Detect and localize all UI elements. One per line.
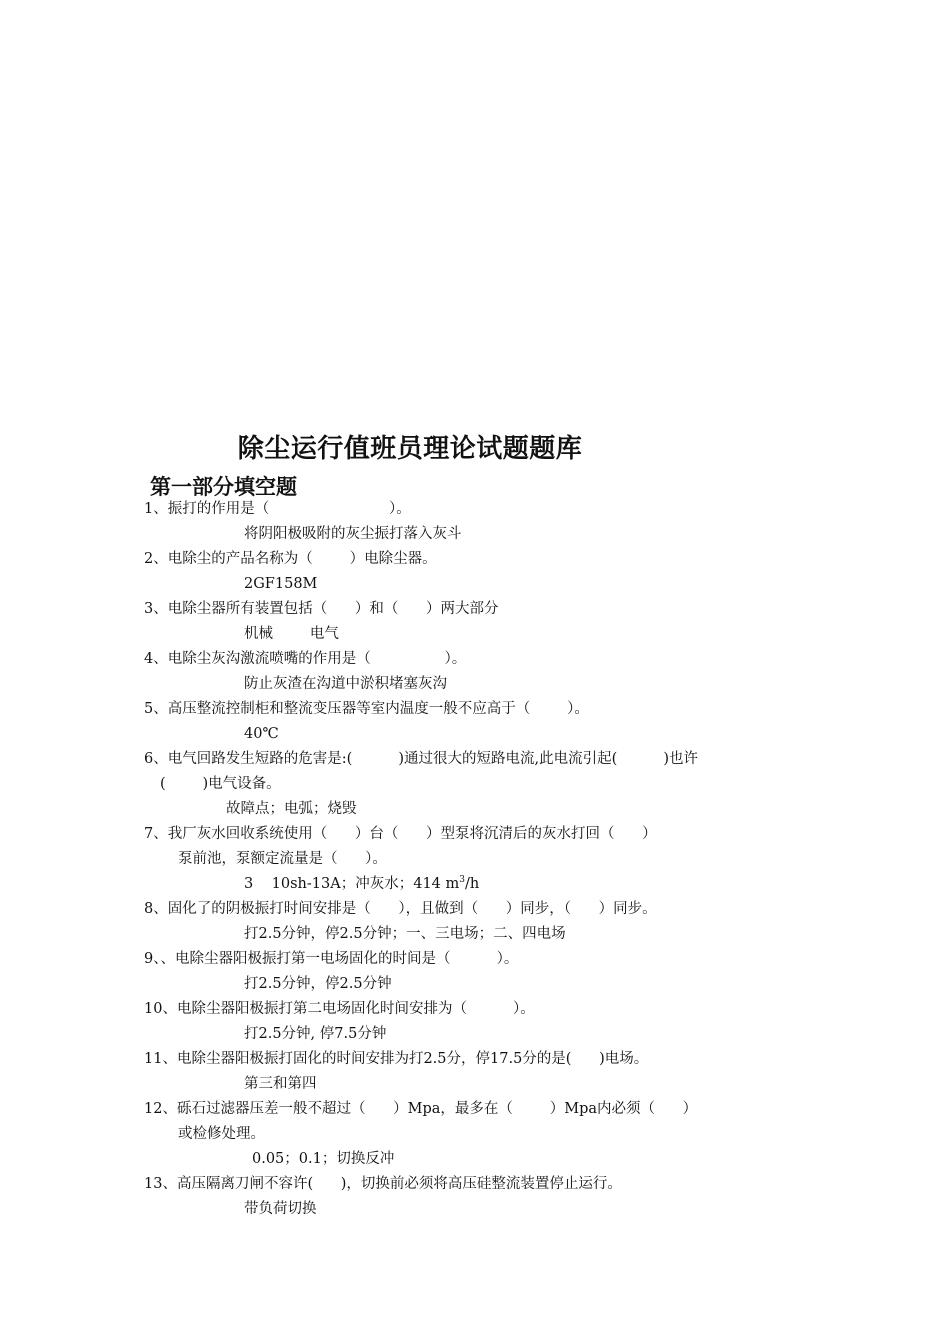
question-12: 12、砾石过滤器压差一般不超过（ ）Mpa，最多在（ ）Mpa内必须（ ） bbox=[144, 1101, 698, 1117]
answer-7-superscript: 3 bbox=[459, 875, 465, 886]
question-11: 11、电除尘器阳极振打固化的时间安排为打2.5分，停17.5分的是( )电场。 bbox=[144, 1051, 649, 1067]
document-title: 除尘运行值班员理论试题题库 bbox=[237, 434, 583, 464]
question-7: 7、我厂灰水回收系统使用（ ）台（ ）型泵将沉清后的灰水打回（ ） bbox=[144, 826, 657, 842]
question-7-continued: 泵前池，泵额定流量是（ ）。 bbox=[178, 851, 387, 867]
question-9: 9、、电除尘器阳极振打第一电场固化的时间是（ ）。 bbox=[144, 951, 519, 967]
question-12-continued: 或检修处理。 bbox=[178, 1126, 265, 1142]
answer-10: 打2.5分钟, 停7.5分钟 bbox=[244, 1026, 387, 1042]
answer-7 bbox=[244, 875, 479, 893]
answer-3: 机械 电气 bbox=[244, 626, 339, 642]
answer-2: 2GF158M bbox=[244, 576, 318, 592]
question-1: 1、振打的作用是（ ）。 bbox=[144, 501, 411, 517]
question-8: 8、固化了的阴极振打时间安排是（ ），且做到（ ）同步，（ ）同步。 bbox=[144, 901, 657, 917]
question-10: 10、电除尘器阳极振打第二电场固化时间安排为（ ）。 bbox=[144, 1001, 535, 1017]
section-title: 第一部分填空题 bbox=[150, 475, 297, 499]
question-5: 5、高压整流控制柜和整流变压器等室内温度一般不应高于（ ）。 bbox=[144, 701, 589, 717]
question-3: 3、电除尘器所有装置包括（ ）和（ ）两大部分 bbox=[144, 601, 499, 617]
question-6-continued: ( )电气设备。 bbox=[160, 776, 281, 792]
answer-7-text: 3 10sh-13A；冲灰水；414 m bbox=[244, 876, 460, 892]
question-4: 4、电除尘灰沟激流喷嘴的作用是（ ）。 bbox=[144, 651, 467, 667]
answer-6: 故障点；电弧；烧毁 bbox=[226, 801, 357, 817]
answer-4: 防止灰渣在沟道中淤积堵塞灰沟 bbox=[244, 676, 447, 692]
answer-13: 带负荷切换 bbox=[244, 1201, 317, 1217]
question-2: 2、电除尘的产品名称为（ ）电除尘器。 bbox=[144, 551, 437, 567]
answer-5: 40℃ bbox=[244, 726, 279, 742]
question-13: 13、高压隔离刀闸不容许( )，切换前必须将高压硅整流装置停止运行。 bbox=[144, 1176, 622, 1192]
answer-11: 第三和第四 bbox=[244, 1076, 317, 1092]
answer-9: 打2.5分钟，停2.5分钟 bbox=[244, 976, 392, 992]
answer-1: 将阴阳极吸附的灰尘振打落入灰斗 bbox=[244, 526, 462, 542]
question-6: 6、电气回路发生短路的危害是:( )通过很大的短路电流,此电流引起( )也许 bbox=[144, 751, 699, 767]
answer-12: 0.05；0.1；切换反冲 bbox=[252, 1151, 395, 1167]
answer-7-unit: /h bbox=[464, 876, 480, 892]
answer-8: 打2.5分钟，停2.5分钟；一、三电场；二、四电场 bbox=[244, 926, 566, 942]
